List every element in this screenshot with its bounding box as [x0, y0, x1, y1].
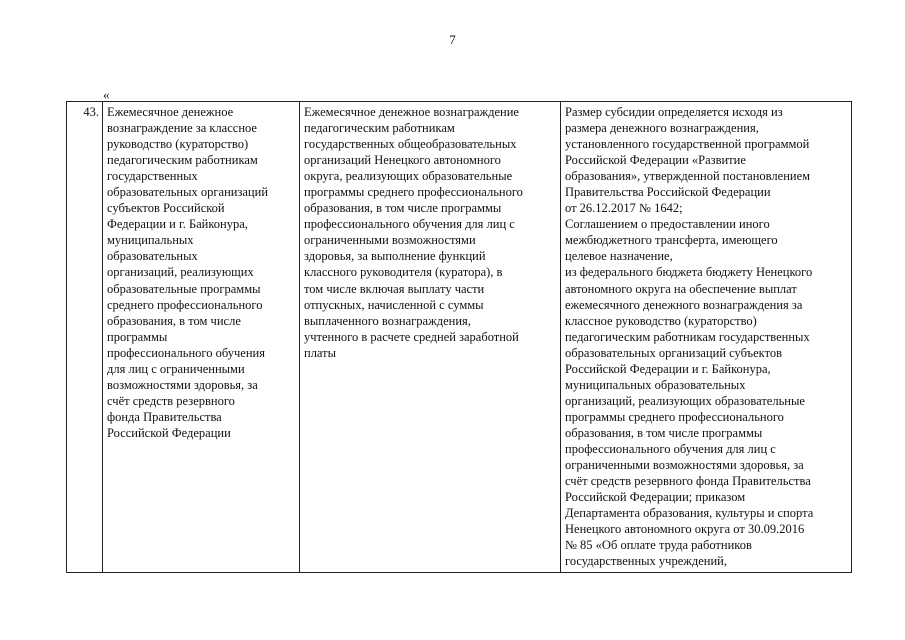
- payment-name-line: образовательных: [107, 249, 198, 264]
- payment-name-line: вознаграждение за классное: [107, 121, 257, 136]
- basis-line: организаций, реализующих образовательные: [565, 393, 805, 408]
- description-line: выплаченного вознаграждения,: [304, 313, 471, 328]
- description-line: государственных общеобразовательных: [304, 137, 517, 152]
- payment-name-line: образовательных организаций: [107, 185, 269, 200]
- basis-line: Российской Федерации «Развитие: [565, 153, 746, 168]
- basis-line: муниципальных образовательных: [565, 377, 746, 392]
- basis-line: классное руководство (кураторство): [565, 313, 757, 328]
- payment-name-line: субъектов Российской: [107, 201, 225, 216]
- payment-name-line: возможностями здоровья, за: [107, 377, 258, 392]
- basis-line: автономного округа на обеспечение выплат: [565, 281, 797, 296]
- description-line: образования, в том числе программы: [304, 201, 502, 216]
- basis-line: образования», утвержденной постановлением: [565, 169, 811, 184]
- basis-line: образовательных организаций субъектов: [565, 345, 783, 360]
- row-number-cell: 43.: [67, 102, 103, 573]
- basis-line: Российской Федерации; приказом: [565, 490, 746, 505]
- basis-line: из федерального бюджета бюджету Ненецкого: [565, 265, 813, 280]
- basis-line: от 26.12.2017 № 1642;: [565, 201, 683, 216]
- payment-name-line: Ежемесячное денежное: [107, 105, 234, 119]
- basis-line: № 85 «Об оплате труда работников: [565, 538, 752, 553]
- payment-name-line: организаций, реализующих: [107, 265, 254, 280]
- payment-name-line: образовательные программы: [107, 281, 261, 296]
- basis-line: установленного государственной программой: [565, 137, 810, 152]
- payment-name-line: педагогическим работникам: [107, 153, 258, 168]
- basis-line: образования, в том числе программы: [565, 425, 763, 440]
- payment-name-line: руководство (кураторство): [107, 137, 249, 152]
- basis-line: целевое назначение,: [565, 249, 673, 264]
- basis-line: Размер субсидии определяется исходя из: [565, 105, 783, 119]
- payment-name-line: образования, в том числе: [107, 313, 241, 328]
- payment-name-line: для лиц с ограниченными: [107, 361, 245, 376]
- basis-line: программы среднего профессионального: [565, 409, 784, 424]
- description-line: классного руководителя (куратора), в: [304, 265, 503, 280]
- basis-line: ограниченными возможностями здоровья, за: [565, 458, 804, 473]
- payment-description-cell: [300, 102, 561, 573]
- description-line: отпускных, начисленной с суммы: [304, 297, 484, 312]
- basis-line: Ненецкого автономного округа от 30.09.2016: [565, 522, 805, 537]
- basis-line: Департамента образования, культуры и спорта: [565, 506, 814, 521]
- basis-line: государственных учреждений,: [565, 554, 727, 569]
- document-table: [66, 101, 852, 573]
- description-line: здоровья, за выполнение функций: [304, 249, 486, 264]
- description-line: платы: [304, 345, 337, 360]
- basis-line: профессионального обучения для лиц с: [565, 441, 776, 456]
- description-line: организаций Ненецкого автономного: [304, 153, 501, 168]
- basis-line: Российской Федерации и г. Байконура,: [565, 361, 771, 376]
- payment-name-cell: [103, 102, 300, 573]
- payment-name-line: государственных: [107, 169, 198, 184]
- description-line: программы среднего профессионального: [304, 185, 523, 200]
- payment-name-line: Федерации и г. Байконура,: [107, 217, 248, 232]
- payment-name-line: муниципальных: [107, 233, 194, 248]
- description-line: Ежемесячное денежное вознаграждение: [304, 105, 519, 119]
- table-row: [67, 102, 852, 573]
- payment-name-line: среднего профессионального: [107, 297, 263, 312]
- description-line: профессионального обучения для лиц с: [304, 217, 515, 232]
- description-line: ограниченными возможностями: [304, 233, 476, 248]
- payment-name-line: программы: [107, 329, 168, 344]
- subsidy-basis-cell: [561, 102, 852, 573]
- basis-line: Правительства Российской Федерации: [565, 185, 771, 200]
- opening-quote-mark: «: [103, 87, 110, 102]
- page-number: 7: [449, 32, 456, 47]
- payment-name-line: профессионального обучения: [107, 345, 265, 360]
- description-line: педагогическим работникам: [304, 121, 455, 136]
- basis-line: межбюджетного трансферта, имеющего: [565, 233, 778, 248]
- payment-name-line: Российской Федерации: [107, 425, 231, 440]
- payment-name-line: счёт средств резервного: [107, 393, 235, 408]
- description-line: учтенного в расчете средней заработной: [304, 329, 519, 344]
- description-line: округа, реализующих образовательные: [304, 169, 513, 184]
- basis-line: Соглашением о предоставлении иного: [565, 217, 770, 232]
- basis-line: счёт средств резервного фонда Правительства: [565, 474, 811, 489]
- basis-line: ежемесячного денежного вознаграждения за: [565, 297, 803, 312]
- basis-line: размера денежного вознаграждения,: [565, 121, 759, 136]
- description-line: том числе включая выплату части: [304, 281, 485, 296]
- payment-name-line: фонда Правительства: [107, 409, 222, 424]
- basis-line: педагогическим работникам государственных: [565, 329, 810, 344]
